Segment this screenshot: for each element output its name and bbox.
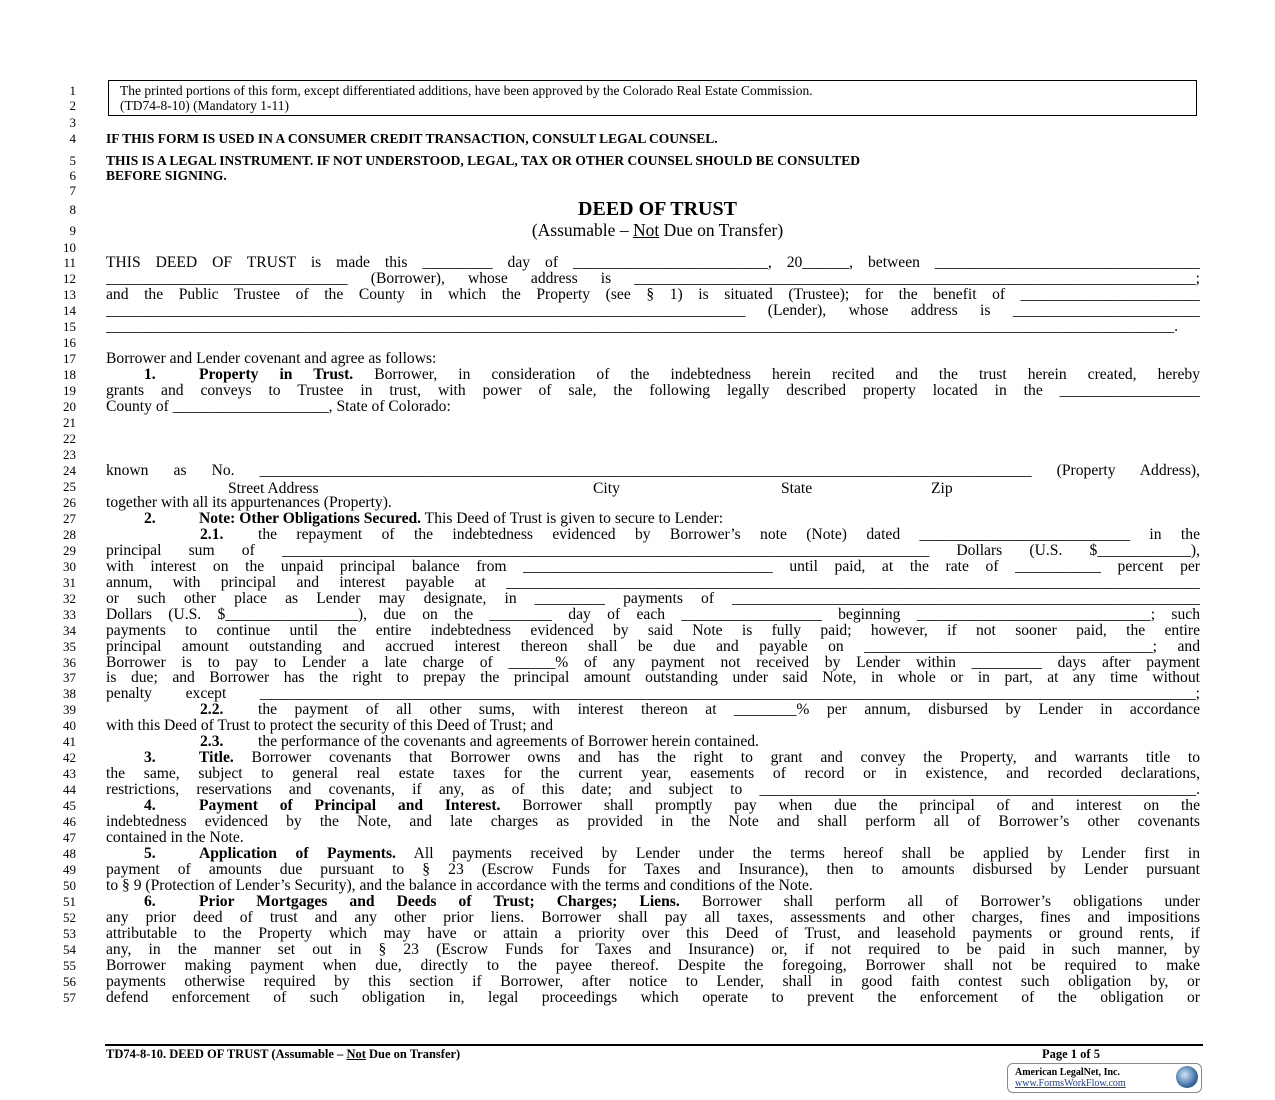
section-number: 1. — [144, 367, 156, 383]
line-number: 30 — [63, 559, 76, 574]
line-number: 22 — [63, 431, 76, 446]
line-number: 21 — [63, 415, 76, 430]
line-number: 36 — [63, 655, 76, 670]
text-line — [106, 846, 1200, 862]
line-text: principal sum of ___________________________________________________________________________________ Dollars (U.S. $____________), — [106, 543, 1200, 559]
text-line — [106, 974, 1200, 990]
line-number: 16 — [63, 335, 76, 350]
text-line — [106, 527, 1200, 543]
text-line — [106, 686, 1200, 702]
line-number: 40 — [63, 718, 76, 733]
line-number: 2 — [69, 98, 76, 113]
text-line — [106, 575, 1200, 591]
line-number: 45 — [63, 798, 76, 813]
section-heading: Title. — [199, 750, 234, 766]
line-text: Borrower covenants that Borrower owns and has the right to grant and convey the Property, and warrants title to — [233, 750, 1200, 766]
line-number: 35 — [63, 639, 76, 654]
text-line — [106, 351, 1200, 367]
text-line — [106, 830, 1200, 846]
line-text: to § 9 (Protection of Lender’s Security), and the balance in accordance with the terms and conditions of the Note. — [106, 878, 813, 894]
text-line — [106, 383, 1200, 399]
line-number: 53 — [63, 926, 76, 941]
line-number: 29 — [63, 543, 76, 558]
line-text: payments to continue until the entire indebtedness evidenced by said Note is fully paid; however, if not sooner paid, the entire — [106, 623, 1200, 639]
line-number: 38 — [63, 686, 76, 701]
line-number: 28 — [63, 527, 76, 542]
section-heading: Note: Other Obligations Secured. — [199, 511, 422, 527]
line-number: 8 — [69, 202, 76, 217]
line-text: or such other place as Lender may designate, in _________ payments of ____________________________________________________________ — [106, 591, 1200, 607]
line-text: with this Deed of Trust to protect the security of this Deed of Trust; and — [106, 718, 553, 734]
line-number: 34 — [63, 623, 76, 638]
line-text: principal amount outstanding and accrued interest thereon shall be due and payable on _____________________________________; and — [106, 639, 1200, 655]
line-text: Borrower shall perform all of Borrower’s obligations under — [679, 894, 1200, 910]
text-line — [106, 287, 1200, 303]
text-line — [106, 670, 1200, 686]
text-line — [106, 255, 1200, 271]
footer-emphasis: Not — [346, 1047, 366, 1061]
line-number: 27 — [63, 511, 76, 526]
line-number: 33 — [63, 607, 76, 622]
line-number: 17 — [63, 351, 76, 366]
section-number: 6. — [144, 894, 156, 910]
city-label: City — [593, 480, 620, 497]
footer-divider — [105, 1044, 1203, 1046]
line-text: restrictions, reservations and covenants, if any, as of this date; and subject to ________________________________________________________. — [106, 782, 1200, 798]
section-number: 2.1. — [200, 527, 224, 543]
street-address-label: Street Address — [228, 480, 319, 497]
line-text: the same, subject to general real estate taxes for the current year, easements of record or in existence, and recorded declarations, — [106, 766, 1200, 782]
line-number: 3 — [69, 115, 76, 130]
line-number: 9 — [69, 223, 76, 238]
text-line — [106, 718, 1200, 734]
text-line — [106, 926, 1200, 942]
text-line — [106, 878, 1200, 894]
line-number: 18 — [63, 367, 76, 382]
line-number: 51 — [63, 894, 76, 909]
form-code: (TD74-8-10) (Mandatory 1-11) — [120, 98, 289, 113]
line-number: 57 — [63, 990, 76, 1005]
line-number: 50 — [63, 878, 76, 893]
footer-text: TD74-8-10. DEED OF TRUST (Assumable – — [106, 1047, 347, 1061]
publisher-name: American LegalNet, Inc. — [1015, 1067, 1120, 1078]
text-line — [106, 623, 1200, 639]
line-number: 39 — [63, 702, 76, 717]
footer-text: Due on Transfer) — [365, 1047, 461, 1061]
globe-icon — [1176, 1066, 1198, 1088]
text-line — [106, 702, 1200, 718]
line-number: 52 — [63, 910, 76, 925]
text-line — [106, 607, 1200, 623]
section-heading: Payment of Principal and Interest. — [199, 798, 501, 814]
text-line — [106, 543, 1200, 559]
line-number: 44 — [63, 782, 76, 797]
publisher-link[interactable]: www.FormsWorkFlow.com — [1015, 1078, 1126, 1089]
text-line — [106, 319, 1200, 335]
line-number: 55 — [63, 958, 76, 973]
line-number: 46 — [63, 814, 76, 829]
line-number: 41 — [63, 734, 76, 749]
line-text: together with all its appurtenances (Property). — [106, 495, 392, 511]
section-heading: Property in Trust. — [199, 367, 354, 383]
text-line — [106, 862, 1200, 878]
approval-notice: The printed portions of this form, except differentiated additions, have been approved by the Colorado Real Estate Commission. — [120, 83, 813, 98]
line-text: annum, with principal and interest payable at _________________________________________________________________________________________ — [106, 575, 1200, 591]
line-number: 32 — [63, 591, 76, 606]
line-text: THIS DEED OF TRUST is made this _________ day of _________________________, 20______, between __________________________________ — [106, 255, 1200, 271]
zip-label: Zip — [931, 480, 953, 497]
line-text: Borrower and Lender covenant and agree as follows: — [106, 351, 437, 367]
line-number: 13 — [63, 287, 76, 302]
line-text: any prior deed of trust and any other prior liens. Borrower shall pay all taxes, assessments and other charges, fines and impositions — [106, 910, 1200, 926]
line-number: 25 — [63, 479, 76, 494]
line-number: 15 — [63, 319, 76, 334]
section-number: 4. — [144, 798, 156, 814]
text-line — [106, 798, 1200, 814]
section-number: 2.3. — [200, 734, 224, 750]
line-text: the payment of all other sums, with interest thereon at ________% per annum, disbursed by Lender in accordance — [258, 702, 1200, 718]
line-text: _________________________________________________________________________________________________________________________________________. — [106, 319, 1179, 335]
line-number: 1 — [69, 83, 76, 98]
section-number: 3. — [144, 750, 156, 766]
section-number: 5. — [144, 846, 156, 862]
document-title: DEED OF TRUST — [578, 198, 737, 220]
line-text: _______________________________ (Borrower), whose address is ________________________________________________________________________; — [106, 271, 1200, 287]
text-line — [106, 655, 1200, 671]
line-text: This Deed of Trust is given to secure to Lender: — [421, 511, 724, 527]
line-text: Borrower shall promptly pay when due the principal of and interest on the — [500, 798, 1200, 814]
line-text: Dollars (U.S. $_________________), due on the ________ day of each __________________ beginning ______________________________; such — [106, 607, 1200, 623]
text-line — [106, 559, 1200, 575]
legal-instrument-warning: THIS IS A LEGAL INSTRUMENT. IF NOT UNDERSTOOD, LEGAL, TAX OR OTHER COUNSEL SHOULD BE CONSULTED — [106, 153, 860, 168]
line-text: is due; and Borrower has the right to prepay the principal amount outstanding under said Note, in whole or in part, at any time without — [106, 670, 1200, 686]
line-text: payments otherwise required by this section if Borrower, after notice to Lender, shall in good faith contest such obligation by, or — [106, 974, 1200, 990]
line-number: 4 — [69, 131, 76, 146]
page-number: Page 1 of 5 — [1042, 1047, 1100, 1061]
text-line — [106, 990, 1200, 1006]
text-line — [106, 511, 1200, 527]
line-text: known as No. ___________________________________________________________________________________________________ (Property Address), — [106, 463, 1200, 479]
text-line — [106, 782, 1200, 798]
line-number: 54 — [63, 942, 76, 957]
line-text: attributable to the Property which may have or attain a priority over this Deed of Trust, and leasehold payments or ground rents, if — [106, 926, 1200, 942]
subtitle-text: Due on Transfer) — [659, 220, 784, 240]
text-line — [106, 399, 1200, 415]
line-number: 48 — [63, 846, 76, 861]
text-line — [106, 463, 1200, 479]
text-line — [106, 591, 1200, 607]
line-number: 42 — [63, 750, 76, 765]
line-number: 20 — [63, 399, 76, 414]
section-heading: Application of Payments. — [199, 846, 396, 862]
text-line — [106, 734, 1200, 750]
line-text: contained in the Note. — [106, 830, 244, 846]
line-number: 12 — [63, 271, 76, 286]
line-text: penalty except ________________________________________________________________________________________________________________________; — [106, 686, 1200, 702]
line-text: and the Public Trustee of the County in which the Property (see § 1) is situated (Trustee); for the benefit of _______________________ — [106, 287, 1200, 303]
text-line — [106, 639, 1200, 655]
line-text: with interest on the unpaid principal balance from ________________________________ until paid, at the rate of ___________ percent per — [106, 559, 1200, 575]
section-number: 2. — [144, 511, 156, 527]
text-line — [106, 958, 1200, 974]
line-number: 19 — [63, 383, 76, 398]
text-line — [106, 942, 1200, 958]
line-text: the performance of the covenants and agreements of Borrower herein contained. — [258, 734, 759, 750]
line-number: 6 — [69, 168, 76, 183]
subtitle-emphasis: Not — [632, 220, 660, 240]
line-text: any, in the manner set out in § 23 (Escrow Funds for Taxes and Insurance) or, if not required to be paid in such manner, by — [106, 942, 1200, 958]
line-number: 5 — [69, 153, 76, 168]
line-number: 14 — [63, 303, 76, 318]
line-number: 26 — [63, 495, 76, 510]
line-number: 37 — [63, 670, 76, 685]
line-number: 49 — [63, 862, 76, 877]
line-number: 10 — [63, 240, 76, 255]
text-line — [106, 814, 1200, 830]
line-number: 31 — [63, 575, 76, 590]
subtitle-text: (Assumable – — [531, 220, 633, 240]
text-line — [106, 750, 1200, 766]
consumer-credit-warning: IF THIS FORM IS USED IN A CONSUMER CREDIT TRANSACTION, CONSULT LEGAL COUNSEL. — [106, 131, 718, 146]
text-line — [106, 894, 1200, 910]
line-number: 11 — [63, 255, 76, 270]
line-text: County of ____________________, State of Colorado: — [106, 399, 451, 415]
footer-form-title — [106, 1047, 460, 1062]
line-text: defend enforcement of such obligation in, legal proceedings which operate to prevent the enforcement of the obligation or — [106, 990, 1200, 1006]
line-text: Borrower, in consideration of the indebtedness herein recited and the trust herein created, hereby — [353, 367, 1200, 383]
line-text: Borrower making payment when due, directly to the payee thereof. Despite the foregoing, Borrower shall not be required to make — [106, 958, 1200, 974]
state-label: State — [781, 480, 813, 497]
section-number: 2.2. — [200, 702, 224, 718]
line-number: 47 — [63, 830, 76, 845]
section-heading: Prior Mortgages and Deeds of Trust; Charges; Liens. — [199, 894, 680, 910]
text-line — [106, 910, 1200, 926]
text-line — [106, 367, 1200, 383]
line-text: __________________________________________________________________________________ (Lender), whose address is ________________________ — [106, 303, 1200, 319]
line-number: 23 — [63, 447, 76, 462]
line-text: the repayment of the indebtedness evidenced by Borrower’s note (Note) dated ___________________________ in the — [258, 527, 1200, 543]
text-line — [106, 766, 1200, 782]
document-subtitle — [0, 220, 1275, 241]
line-text: grants and conveys to Trustee in trust, with power of sale, the following legally described property located in the __________________ — [106, 383, 1200, 399]
line-text: Borrower is to pay to Lender a late charge of ______% of any payment not received by Lender within _________ days after payment — [106, 655, 1200, 671]
line-text: All payments received by Lender under the terms hereof shall be applied by Lender first in — [395, 846, 1200, 862]
text-line — [106, 303, 1200, 319]
text-line — [106, 271, 1200, 287]
line-number: 24 — [63, 463, 76, 478]
publisher-logo[interactable] — [1007, 1063, 1202, 1093]
line-number: 56 — [63, 974, 76, 989]
legal-instrument-warning-cont: BEFORE SIGNING. — [106, 168, 227, 183]
line-text: payment of amounts due pursuant to § 23 (Escrow Funds for Taxes and Insurance), then to amounts disbursed by Lender pursuant — [106, 862, 1200, 878]
line-number: 7 — [69, 183, 76, 198]
line-number: 43 — [63, 766, 76, 781]
line-text: indebtedness evidenced by the Note, and late charges as provided in the Note and shall perform all of Borrower’s other covenants — [106, 814, 1200, 830]
